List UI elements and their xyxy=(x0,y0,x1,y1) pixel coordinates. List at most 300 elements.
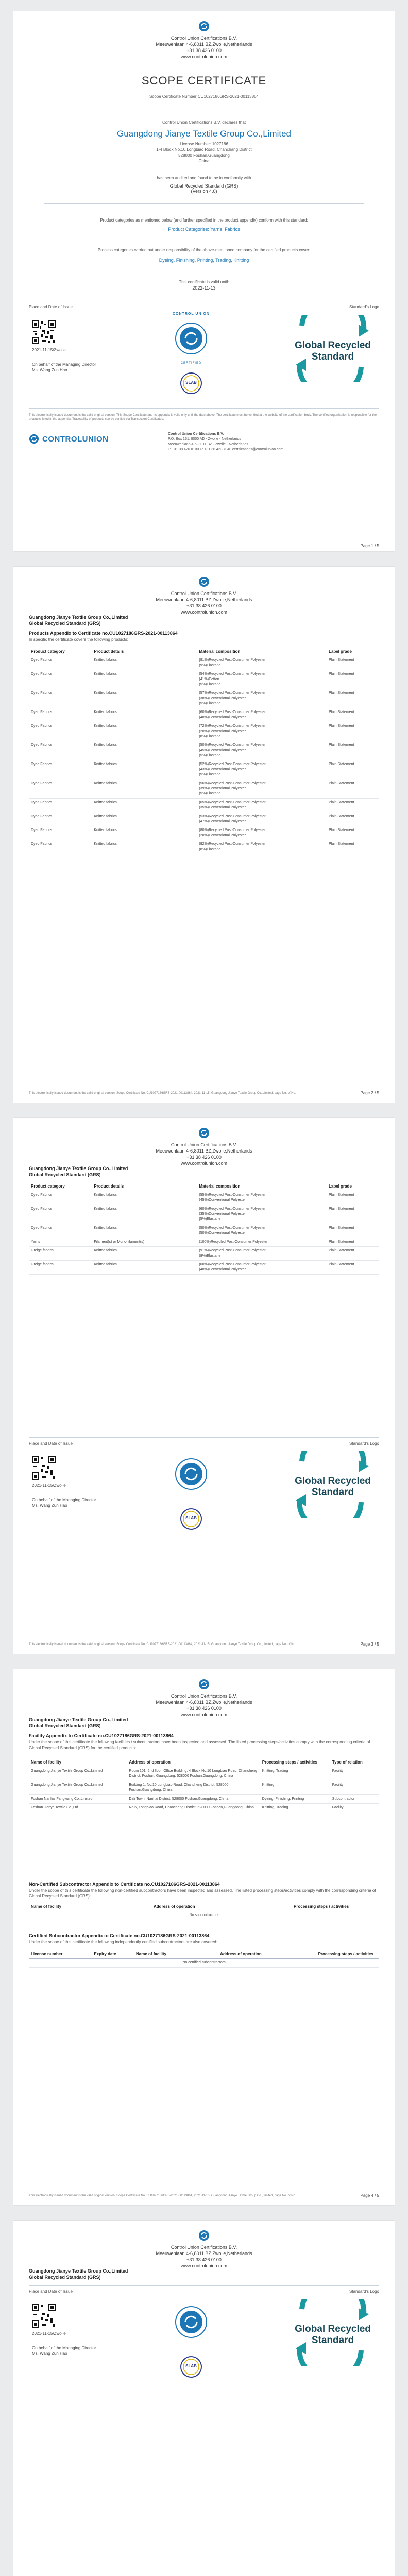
signature-line-2: Ms. Wang Zun Hao xyxy=(32,368,67,372)
slab-text: SLAB xyxy=(185,380,197,385)
noncert-sub-title: Non-Certified Subcontractor Appendix to Certificate no.CU1027186GRS-2021-00113864 xyxy=(29,1882,220,1887)
table-row xyxy=(29,840,379,854)
controlunion-wordmark: CONTROLUNION xyxy=(42,434,109,444)
material-line: (52%)Recycled Post-Consumer Polyester xyxy=(199,762,266,766)
material-composition-cell xyxy=(197,1224,327,1238)
label-grade-cell: Plain Statement xyxy=(327,826,379,840)
certificate-page-4 xyxy=(13,1669,395,2205)
place-date-label: Place and Date of Issue xyxy=(29,304,73,309)
product-details-cell: Filament(s) or Mono-filament(s) xyxy=(92,1238,197,1247)
standard-version: (Version 4.0) xyxy=(191,189,217,194)
material-line: (5%)Elastane xyxy=(199,702,221,705)
material-composition-cell xyxy=(197,1205,327,1224)
material-line: (8%)Elastane xyxy=(199,735,221,738)
product-details-cell: Knitted fabrics xyxy=(92,1261,197,1275)
product-category-cell: Greige fabrics xyxy=(29,1261,92,1275)
standard-logo-label: Standard's Logo xyxy=(349,2289,379,2294)
page-header xyxy=(13,2230,395,2269)
label-grade-cell: Plain Statement xyxy=(327,1238,379,1247)
header-address: Meeuwenlaan 4-6,8011 BZ,Zwolle,Netherlands xyxy=(156,2251,252,2256)
material-composition-cell xyxy=(197,1247,327,1261)
qr-code-icon[interactable] xyxy=(32,320,56,344)
product-details-cell: Knitted fabrics xyxy=(92,1205,197,1224)
facility-relation-cell: Subcontractor xyxy=(330,1795,379,1804)
product-category-cell: Dyed Fabrics xyxy=(29,840,92,854)
divider xyxy=(29,2285,379,2286)
material-line: (45%)Conventional Polyester xyxy=(199,749,246,752)
product-category-cell: Dyed Fabrics xyxy=(29,1224,92,1238)
facility-relation-cell: Facility xyxy=(330,1804,379,1812)
material-composition-cell xyxy=(197,722,327,741)
column-header: Label grade xyxy=(327,1182,379,1191)
material-line: (60%)Recycled Post-Consumer Polyester xyxy=(199,1263,266,1266)
product-category-cell: Dyed Fabrics xyxy=(29,779,92,799)
products-appendix-intro: In specific the certificate covers the following products: xyxy=(29,637,128,642)
label-grade-cell: Plain Statement xyxy=(327,656,379,670)
cu-address-title: Control Union Certifications B.V. xyxy=(168,432,224,436)
page-header xyxy=(13,1679,395,1718)
facility-address-cell: No.6, Longbiao Road, Chancheng District, 528000 Foshan,Guangdong, China xyxy=(127,1804,260,1812)
valid-until-label: This certificate is valid until: xyxy=(179,280,229,284)
material-line: (5%)Elastane xyxy=(199,792,221,795)
control-union-logo-icon xyxy=(198,2230,210,2241)
material-line: (35%)Conventional Polyester xyxy=(199,806,246,809)
table-row xyxy=(29,722,379,741)
material-line: (5%)Elastane xyxy=(199,754,221,757)
table-row xyxy=(29,1224,379,1238)
facility-appendix-intro: Under the scope of this certificate the following facilities / subcontractors have been inspected and assessed. The listed processing steps/activities comply with the corresponding criteria of Global Recycled Standard (GRS) for the certified products: xyxy=(29,1740,370,1750)
material-composition-cell xyxy=(197,779,327,799)
material-line: (50%)Recycled Post-Consumer Polyester xyxy=(199,1226,266,1230)
column-header: Material composition xyxy=(197,1182,327,1191)
material-line: (41%)Cotton xyxy=(199,677,219,681)
control-union-certified-seal-icon xyxy=(168,315,214,362)
table-row xyxy=(29,826,379,840)
table-row xyxy=(29,1247,379,1261)
noncert-sub-intro: Under the scope of this certificate the following non-certified subcontractors have been inspected and assessed. The listed processing steps/activities comply with the corresponding criteria of Global Recycled Standard (GRS): xyxy=(29,1888,376,1899)
page-number: Page 3 / 5 xyxy=(360,1642,379,1647)
table-row xyxy=(29,689,379,708)
facility-processing-cell: Dyeing, Finishing, Printing xyxy=(260,1795,330,1804)
facility-appendix-title: Facility Appendix to Certificate no.CU1027186GRS-2021-00113864 xyxy=(29,1733,174,1738)
label-grade-cell: Plain Statement xyxy=(327,779,379,799)
control-union-certified-seal-icon xyxy=(168,2299,214,2345)
product-category-cell: Dyed Fabrics xyxy=(29,1205,92,1224)
label-grade-cell: Plain Statement xyxy=(327,840,379,854)
products-table-body xyxy=(29,656,379,854)
label-grade-cell: Plain Statement xyxy=(327,1191,379,1205)
material-line: (40%)Conventional Polyester xyxy=(199,716,246,719)
place-date-label: Place and Date of Issue xyxy=(29,1441,73,1446)
product-category-cell: Dyed Fabrics xyxy=(29,670,92,689)
divider xyxy=(29,1437,379,1438)
material-line: (65%)Recycled Post-Consumer Polyester xyxy=(199,801,266,804)
signature-line-1: On behalf of the Managing Director xyxy=(32,362,96,367)
material-composition-cell xyxy=(197,670,327,689)
facility-name-cell: Guangdong Jianye Textile Group Co.,Limited xyxy=(29,1767,127,1781)
table-row xyxy=(29,760,379,779)
product-category-cell: Dyed Fabrics xyxy=(29,741,92,760)
seal-certified-text: CERTIFIED xyxy=(180,362,202,365)
header-website[interactable]: www.controlunion.com xyxy=(180,609,228,615)
cert-sub-table xyxy=(29,1950,379,1968)
facility-processing-cell: Knitting xyxy=(260,1781,330,1795)
material-line: (50%)Recycled Post-Consumer Polyester xyxy=(199,743,266,747)
qr-code-icon[interactable] xyxy=(32,1456,56,1480)
product-details-cell: Knitted fabrics xyxy=(92,760,197,779)
material-line: (92%)Recycled Post-Consumer Polyester xyxy=(199,842,266,846)
facility-relation-cell: Facility xyxy=(330,1767,379,1781)
header-address: Meeuwenlaan 4-6,8011 BZ,Zwolle,Netherlands xyxy=(156,1700,252,1705)
product-category-cell: Greige fabrics xyxy=(29,1247,92,1261)
material-line: (45%)Conventional Polyester xyxy=(199,1198,246,1202)
column-header: Address of operation xyxy=(218,1950,316,1959)
header-address: Meeuwenlaan 4-6,8011 BZ,Zwolle,Netherlands xyxy=(156,42,252,47)
label-grade-cell: Plain Statement xyxy=(327,1261,379,1275)
product-category-cell: Dyed Fabrics xyxy=(29,812,92,826)
label-grade-cell: Plain Statement xyxy=(327,708,379,722)
standard-name: Global Recycled Standard (GRS) xyxy=(169,183,239,189)
footer-text: This electronically issued document is the valid original version. Scope Certificate No. CU1027186GRS-2021-00113864, 2021-11-15, Guangdong Jianye Textile Group Co.,Limited, page No. of No. xyxy=(29,1092,296,1095)
column-header: Product category xyxy=(29,1182,92,1191)
material-line: (5%)Elastane xyxy=(199,1217,221,1221)
process-categories-intro: Process categories carried out under responsibility of the above-mentioned company for the certified products cover: xyxy=(97,248,311,252)
material-line: (50%)Conventional Polyester xyxy=(199,1231,246,1235)
control-union-logo-icon xyxy=(29,434,39,444)
label-grade-cell: Plain Statement xyxy=(327,1247,379,1261)
fine-print: This electronically issued document is the valid original version. This Scope Certificate and its appendix is valid only until the date above. The certificate must be verified at the website of the certification body. The certified organization is responsible for the products listed in the appendix. Traceability of products can be verified via Transaction Certificates. xyxy=(29,414,377,421)
table-row xyxy=(29,1767,379,1781)
page-number: Page 2 / 5 xyxy=(360,1091,379,1095)
material-line: (43%)Conventional Polyester xyxy=(199,768,246,771)
cert-sub-empty-row: No certified subcontractors xyxy=(29,1959,379,1968)
product-details-cell: Knitted fabrics xyxy=(92,670,197,689)
header-website[interactable]: www.controlunion.com xyxy=(180,2263,228,2268)
control-union-logo-icon xyxy=(198,21,210,32)
header-website[interactable]: www.controlunion.com xyxy=(180,1712,228,1717)
cu-address-2: Meeuwenlaan 4-6, 8011 BZ - Zwolle - Netherlands xyxy=(168,443,248,446)
license-number: License Number: 1027186 xyxy=(180,142,228,146)
valid-until-date: 2022-11-13 xyxy=(192,285,216,291)
cu-address-3: T: +31 38 426 0100 F: +31 38 423 7040 certifications@controlunion.com xyxy=(168,448,284,451)
certificate-title: SCOPE CERTIFICATE xyxy=(141,74,267,87)
material-line: (57%)Recycled Post-Consumer Polyester xyxy=(199,691,266,695)
label-grade-cell: Plain Statement xyxy=(327,760,379,779)
table-row xyxy=(29,1205,379,1224)
header-phone: +31 38 426 0100 xyxy=(186,1706,222,1711)
place-date-label: Place and Date of Issue xyxy=(29,2289,73,2294)
products-table xyxy=(29,647,379,854)
grs-logo-line-1: Global Recycled xyxy=(295,2324,371,2334)
header-website[interactable]: www.controlunion.com xyxy=(180,54,228,59)
product-details-cell: Knitted fabrics xyxy=(92,826,197,840)
column-header: Label grade xyxy=(327,647,379,656)
signature-line-2: Ms. Wang Zun Hao xyxy=(32,2351,67,2356)
product-category-cell: Dyed Fabrics xyxy=(29,656,92,670)
product-details-cell: Knitted fabrics xyxy=(92,689,197,708)
grs-logo-line-2: Standard xyxy=(311,2335,354,2346)
label-grade-cell: Plain Statement xyxy=(327,799,379,812)
label-grade-cell: Plain Statement xyxy=(327,741,379,760)
page-number: Page 4 / 5 xyxy=(360,2193,379,2198)
noncert-sub-table xyxy=(29,1902,379,1920)
material-line: (55%)Recycled Post-Consumer Polyester xyxy=(199,1193,266,1197)
noncert-empty-row: No subcontractors xyxy=(29,1911,379,1920)
issue-date-place: 2021-11-15/Zwolle xyxy=(32,1483,66,1488)
material-composition-cell xyxy=(197,840,327,854)
appendix-standard: Global Recycled Standard (GRS) xyxy=(29,1172,101,1177)
table-row xyxy=(29,812,379,826)
material-line: (100%)Recycled Post-Consumer Polyester xyxy=(199,1240,268,1244)
header-phone: +31 38 426 0100 xyxy=(186,2257,222,2262)
header-org: Control Union Certifications B.V. xyxy=(171,1693,237,1699)
header-address: Meeuwenlaan 4-6,8011 BZ,Zwolle,Netherlands xyxy=(156,597,252,602)
product-category-cell: Dyed Fabrics xyxy=(29,722,92,741)
appendix-standard: Global Recycled Standard (GRS) xyxy=(29,2275,101,2280)
product-category-cell: Dyed Fabrics xyxy=(29,1191,92,1205)
header-phone: +31 38 426 0100 xyxy=(186,1155,222,1160)
certificate-page-3 xyxy=(13,1118,395,1654)
header-website[interactable]: www.controlunion.com xyxy=(180,1161,228,1166)
product-category-cell: Dyed Fabrics xyxy=(29,799,92,812)
material-line: (60%)Recycled Post-Consumer Polyester xyxy=(199,1207,266,1211)
appendix-company: Guangdong Jianye Textile Group Co.,Limited xyxy=(29,1717,128,1722)
header-org: Control Union Certifications B.V. xyxy=(171,2245,237,2250)
material-line: (38%)Conventional Polyester xyxy=(199,697,246,700)
material-line: (5%)Elastane xyxy=(199,773,221,776)
control-union-logo-icon xyxy=(198,1127,210,1139)
material-line: (9%)Elastane xyxy=(199,1254,221,1258)
column-header: Address of operation xyxy=(127,1758,260,1767)
table-row xyxy=(29,708,379,722)
header-org: Control Union Certifications B.V. xyxy=(171,36,237,41)
material-line: (39%)Conventional Polyester xyxy=(199,787,246,790)
facility-processing-cell: Knitting, Trading xyxy=(260,1767,330,1781)
column-header: Name of facility xyxy=(29,1902,151,1911)
company-address-1: 1-4 Block No.10,Longbiao Road, Chanchang District xyxy=(156,147,252,152)
material-line: (54%)Recycled Post-Consumer Polyester xyxy=(199,672,266,676)
process-categories: Dyeing, Finishing, Printing, Trading, Knitting xyxy=(159,258,249,263)
appendix-company: Guangdong Jianye Textile Group Co.,Limited xyxy=(29,2268,128,2274)
material-composition-cell xyxy=(197,689,327,708)
divider xyxy=(44,203,364,204)
column-header: Name of facility xyxy=(134,1950,218,1959)
header-address: Meeuwenlaan 4-6,8011 BZ,Zwolle,Netherlands xyxy=(156,1148,252,1154)
product-details-cell: Knitted fabrics xyxy=(92,1191,197,1205)
certificate-page-5 xyxy=(13,2221,395,2576)
material-line: (91%)Recycled Post-Consumer Polyester xyxy=(199,1249,266,1252)
facility-address-cell: Building 1, No.10 Longbiao Road, Chancheng District, 528000 Foshan,Guangdong, China xyxy=(127,1781,260,1795)
column-header: Processing steps / activities xyxy=(316,1950,379,1959)
company-country: China xyxy=(198,159,210,163)
header-phone: +31 38 426 0100 xyxy=(186,603,222,608)
cu-address-1: P.O. Box 161, 8000 AD - Zwolle - Netherlands xyxy=(168,437,241,441)
product-details-cell: Knitted fabrics xyxy=(92,1224,197,1238)
page-number: Page 1 / 5 xyxy=(360,544,379,548)
grs-logo-line-1: Global Recycled xyxy=(295,1476,371,1486)
table-row xyxy=(29,799,379,812)
product-details-cell: Knitted fabrics xyxy=(92,812,197,826)
appendix-company: Guangdong Jianye Textile Group Co.,Limited xyxy=(29,1166,128,1171)
issue-date-place: 2021-11-15/Zwolle xyxy=(32,2331,66,2336)
material-composition-cell xyxy=(197,812,327,826)
material-line: (47%)Conventional Polyester xyxy=(199,820,246,823)
material-line: (35%)Conventional Polyester xyxy=(199,1212,246,1216)
table-row xyxy=(29,670,379,689)
declares-line: Control Union Certifications B.V. declares that xyxy=(162,120,246,125)
control-union-logo-icon xyxy=(198,1679,210,1690)
product-details-cell: Knitted fabrics xyxy=(92,1247,197,1261)
facility-address-cell: Dali Town, Nanhai District, 528000 Foshan,Guangdong, China xyxy=(127,1795,260,1804)
seal-text: CONTROL UNION xyxy=(173,312,210,316)
material-line: (91%)Recycled Post-Consumer Polyester xyxy=(199,658,266,662)
cert-sub-title: Certified Subcontractor Appendix to Certificate no.CU1027186GRS-2021-00113864 xyxy=(29,1933,210,1938)
page-header xyxy=(13,1127,395,1166)
product-details-cell: Knitted fabrics xyxy=(92,799,197,812)
grs-logo-line-2: Standard xyxy=(311,1487,354,1498)
product-categories: Product Categories: Yarns, Fabrics xyxy=(168,227,240,232)
product-details-cell: Knitted fabrics xyxy=(92,779,197,799)
material-line: (9%)Elastane xyxy=(199,664,221,667)
table-row xyxy=(29,1781,379,1795)
label-grade-cell: Plain Statement xyxy=(327,1205,379,1224)
slab-text: SLAB xyxy=(185,2364,197,2368)
material-line: (60%)Recycled Post-Consumer Polyester xyxy=(199,710,266,714)
table-row xyxy=(29,1261,379,1275)
column-header: Address of operation xyxy=(151,1902,292,1911)
standard-logo-label: Standard's Logo xyxy=(349,1441,379,1446)
column-header: License number xyxy=(29,1950,92,1959)
page-header xyxy=(13,576,395,615)
table-row xyxy=(29,656,379,670)
appendix-company: Guangdong Jianye Textile Group Co.,Limited xyxy=(29,615,128,620)
table-row xyxy=(29,741,379,760)
material-composition-cell xyxy=(197,826,327,840)
column-header: Name of facility xyxy=(29,1758,127,1767)
table-row xyxy=(29,779,379,799)
divider xyxy=(29,408,379,409)
material-composition-cell xyxy=(197,799,327,812)
column-header: Expiry date xyxy=(92,1950,134,1959)
standard-logo-label: Standard's Logo xyxy=(349,304,379,309)
page-header xyxy=(13,21,395,60)
material-line: (5%)Elastane xyxy=(199,683,221,686)
facility-name-cell: Foshan Jianye Textile Co.,Ltd xyxy=(29,1804,127,1812)
appendix-standard: Global Recycled Standard (GRS) xyxy=(29,621,101,626)
column-header: Product details xyxy=(92,1182,197,1191)
label-grade-cell: Plain Statement xyxy=(327,689,379,708)
label-grade-cell: Plain Statement xyxy=(327,670,379,689)
table-row xyxy=(29,1804,379,1812)
signature-line-2: Ms. Wang Zun Hao xyxy=(32,1503,67,1508)
material-line: (8%)Elastane xyxy=(199,848,221,851)
material-composition-cell xyxy=(197,760,327,779)
material-composition-cell xyxy=(197,1261,327,1275)
product-details-cell: Knitted fabrics xyxy=(92,708,197,722)
header-org: Control Union Certifications B.V. xyxy=(171,1142,237,1147)
material-composition-cell xyxy=(197,708,327,722)
label-grade-cell: Plain Statement xyxy=(327,722,379,741)
column-header: Processing steps / activities xyxy=(292,1902,379,1911)
material-composition-cell xyxy=(197,741,327,760)
controlunion-footer-logo xyxy=(29,434,109,444)
products-table xyxy=(29,1182,379,1275)
facility-relation-cell: Facility xyxy=(330,1781,379,1795)
facility-name-cell: Guangdong Jianye Textile Group Co.,Limited xyxy=(29,1781,127,1795)
table-row xyxy=(29,1238,379,1247)
facilities-table xyxy=(29,1758,379,1812)
product-categories-intro: Product categories as mentioned below (and further specified in the product appendix) conform with this standard: xyxy=(100,218,308,223)
product-category-cell: Dyed Fabrics xyxy=(29,760,92,779)
material-line: (53%)Recycled Post-Consumer Polyester xyxy=(199,815,266,818)
facility-name-cell: Foshan Nanhai Fangwang Co.,Limited xyxy=(29,1795,127,1804)
header-phone: +31 38 426 0100 xyxy=(186,48,222,53)
audit-intro: has been audited and found to be in conformity with xyxy=(157,176,251,180)
table-row xyxy=(29,1795,379,1804)
product-details-cell: Knitted fabrics xyxy=(92,656,197,670)
column-header: Processing steps / activities xyxy=(260,1758,330,1767)
facility-address-cell: Room 101, 2nd floor, Office Building, 4 Block No.10 Longbiao Road, Chancheng District, Foshan, Guangdong, 528000 Foshan,Guangdong, China xyxy=(127,1767,260,1781)
grs-logo-line-1: Global Recycled xyxy=(295,340,371,351)
column-header: Type of relation xyxy=(330,1758,379,1767)
product-details-cell: Knitted fabrics xyxy=(92,741,197,760)
product-category-cell: Dyed Fabrics xyxy=(29,708,92,722)
column-header: Product category xyxy=(29,647,92,656)
product-category-cell: Dyed Fabrics xyxy=(29,689,92,708)
material-line: (40%)Conventional Polyester xyxy=(199,1268,246,1272)
certificate-page-1 xyxy=(13,11,395,551)
products-table-body xyxy=(29,1191,379,1275)
control-union-certified-seal-icon xyxy=(168,1451,214,1497)
table-row xyxy=(29,1191,379,1205)
material-composition-cell xyxy=(197,1191,327,1205)
material-line: (56%)Recycled Post-Consumer Polyester xyxy=(199,782,266,785)
company-name: Guangdong Jianye Textile Group Co.,Limited xyxy=(117,129,291,139)
label-grade-cell: Plain Statement xyxy=(327,812,379,826)
products-appendix-title: Products Appendix to Certificate no.CU1027186GRS-2021-00113864 xyxy=(29,631,178,636)
certificate-page-2 xyxy=(13,567,395,1103)
material-line: (72%)Recycled Post-Consumer Polyester xyxy=(199,724,266,728)
footer-text: This electronically issued document is the valid original version. Scope Certificate No. CU1027186GRS-2021-00113864, 2021-11-15, Guangdong Jianye Textile Group Co.,Limited, page No. of No. xyxy=(29,2194,296,2197)
material-line: (20%)Conventional Polyester xyxy=(199,834,246,837)
material-composition-cell xyxy=(197,1238,327,1247)
issue-date-place: 2021-11-15/Zwolle xyxy=(32,348,66,352)
product-category-cell: Yarns xyxy=(29,1238,92,1247)
signature-line-1: On behalf of the Managing Director xyxy=(32,2346,96,2350)
slab-text: SLAB xyxy=(185,1516,197,1520)
appendix-standard: Global Recycled Standard (GRS) xyxy=(29,1723,101,1728)
material-line: (80%)Recycled Post-Consumer Polyester xyxy=(199,828,266,832)
facilities-table-body xyxy=(29,1767,379,1812)
material-composition-cell xyxy=(197,656,327,670)
header-org: Control Union Certifications B.V. xyxy=(171,591,237,596)
material-line: (20%)Conventional Polyester xyxy=(199,730,246,733)
product-details-cell: Knitted fabrics xyxy=(92,722,197,741)
qr-code-icon[interactable] xyxy=(32,2304,56,2328)
column-header: Material composition xyxy=(197,647,327,656)
product-category-cell: Dyed Fabrics xyxy=(29,826,92,840)
column-header: Product details xyxy=(92,647,197,656)
grs-logo-line-2: Standard xyxy=(311,351,354,362)
company-address-2: 528000 Foshan,Guangdong xyxy=(178,153,230,158)
signature-line-1: On behalf of the Managing Director xyxy=(32,1498,96,1502)
facility-processing-cell: Knitting, Trading xyxy=(260,1804,330,1812)
footer-text: This electronically issued document is the valid original version. Scope Certificate No. CU1027186GRS-2021-00113864, 2021-11-15, Guangdong Jianye Textile Group Co.,Limited, page No. of No. xyxy=(29,1643,296,1646)
scope-certificate-number: Scope Certificate Number CU1027186GRS-2021-00113864 xyxy=(149,94,259,99)
product-details-cell: Knitted fabrics xyxy=(92,840,197,854)
label-grade-cell: Plain Statement xyxy=(327,1224,379,1238)
control-union-logo-icon xyxy=(198,576,210,587)
